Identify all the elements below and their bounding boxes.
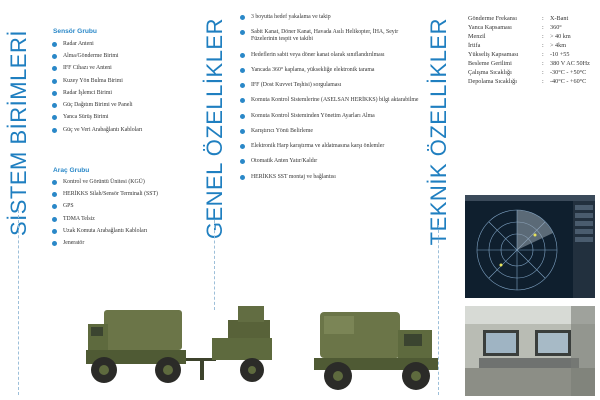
spec-row: Yanca Kapsaması : 360°	[468, 24, 562, 31]
spec-row: Yükseliş Kapsaması : -10 +55	[468, 51, 570, 58]
spec-row: Çalışma Sıcaklığı : -30°C - +50°C	[468, 69, 587, 76]
list-item: Komuta Kontrol Sistemlerine (ASELSAN HERİKKS) bilgi aktarabilme	[240, 97, 420, 104]
bullet-icon	[52, 229, 57, 234]
general-features-list	[240, 14, 420, 181]
bullet-icon	[240, 98, 245, 103]
list-item: Hedeflerin sabit veya döner kanat olarak sınıflandırılması	[240, 52, 420, 59]
list-item: Sabit Kanat, Döner Kanat, Havada Asılı Helikopter, İHA, Seyir Füzelerinin tespit ve takibi	[240, 29, 420, 43]
bullet-icon	[52, 42, 57, 47]
sensor-group-title: Sensör Grubu	[53, 28, 97, 35]
list-item: IFF Cihazı ve Anteni	[52, 65, 192, 72]
list-item: GPS	[52, 203, 202, 210]
list-item: HERİKKS SST montaj ve bağlantısı	[240, 174, 420, 181]
bullet-icon	[52, 180, 57, 185]
spec-row: İrtifa : > 4km	[468, 42, 567, 49]
bullet-icon	[52, 91, 57, 96]
tool-group-title: Araç Grubu	[53, 167, 90, 174]
bullet-icon	[52, 128, 57, 133]
list-item: Radar Anteni	[52, 41, 192, 48]
list-item: Yanca Sürüş Birimi	[52, 114, 192, 121]
bullet-icon	[240, 68, 245, 73]
bullet-icon	[240, 159, 245, 164]
bullet-icon	[52, 79, 57, 84]
sensor-group-list	[52, 41, 192, 134]
title-genel-ozellikler: GENEL ÖZELLİKLER	[202, 18, 227, 240]
tool-group-list	[52, 179, 202, 247]
list-item: Uzak Komuta Arabağlantı Kabloları	[52, 228, 202, 235]
list-item: IFF (Dost Kuvvet Teşhisi) sorgulaması	[240, 82, 420, 89]
list-item: HERİKKS Silah/Sensör Terminali (SST)	[52, 191, 202, 198]
list-item: Güç Dağıtım Birimi ve Paneli	[52, 102, 192, 109]
list-item: TDMA Telsiz	[52, 216, 202, 223]
bullet-icon	[52, 241, 57, 246]
list-item: Jeneratör	[52, 240, 202, 247]
list-item: Karıştırıcı Yönü Belirleme	[240, 128, 420, 135]
bullet-icon	[52, 217, 57, 222]
list-item: Kuzey Yön Bulma Birimi	[52, 78, 192, 85]
bullet-icon	[240, 114, 245, 119]
bullet-icon	[240, 15, 245, 20]
list-item: Elektronik Harp karıştırma ve aldatmasına karşı önlemler	[240, 143, 420, 150]
bullet-icon	[240, 144, 245, 149]
covered-truck-image	[300, 306, 460, 398]
spec-row: Depolama Sıcaklığı : -40°C - +60°C	[468, 78, 587, 85]
list-item: Yancada 360° kaplama, yüksekliğe elektronik tarama	[240, 67, 420, 74]
list-item: Radar İşlemci Birimi	[52, 90, 192, 97]
spec-row: Besleme Gerilimi : 380 V AC 50Hz	[468, 60, 590, 67]
bullet-icon	[52, 115, 57, 120]
title-sistem-birimleri: SİSTEM BİRİMLERİ	[6, 30, 31, 237]
bullet-icon	[240, 30, 245, 35]
radar-display-image	[465, 195, 595, 298]
bullet-icon	[240, 175, 245, 180]
bullet-icon	[52, 103, 57, 108]
divider-2	[214, 220, 215, 310]
list-item: Komuta Kontrol Sisteminden Yönetim Ayarları Alma	[240, 113, 420, 120]
spec-table	[468, 15, 590, 87]
list-item: Alma/Gönderme Birimi	[52, 53, 192, 60]
spec-row: Gönderme Frekansı : X-Bant	[468, 15, 569, 22]
list-item: 3 boyutta hedef yakalama ve takip	[240, 14, 420, 21]
spec-row: Menzil : > 40 km	[468, 33, 571, 40]
bullet-icon	[52, 192, 57, 197]
bullet-icon	[52, 54, 57, 59]
bullet-icon	[240, 53, 245, 58]
list-item: Otomatik Anten Yatır/Kaldır	[240, 158, 420, 165]
title-teknik-ozellikler: TEKNİK ÖZELLİKLER	[426, 18, 451, 246]
list-item: Kontrol ve Görüntü Ünitesi (KGÜ)	[52, 179, 202, 186]
truck-with-trailer-image	[60, 298, 300, 398]
divider-1	[18, 210, 19, 395]
bullet-icon	[52, 204, 57, 209]
bullet-icon	[240, 129, 245, 134]
operator-console-image	[465, 306, 595, 396]
bullet-icon	[52, 66, 57, 71]
bullet-icon	[240, 83, 245, 88]
list-item: Güç ve Veri Arabağlantı Kabloları	[52, 127, 192, 134]
